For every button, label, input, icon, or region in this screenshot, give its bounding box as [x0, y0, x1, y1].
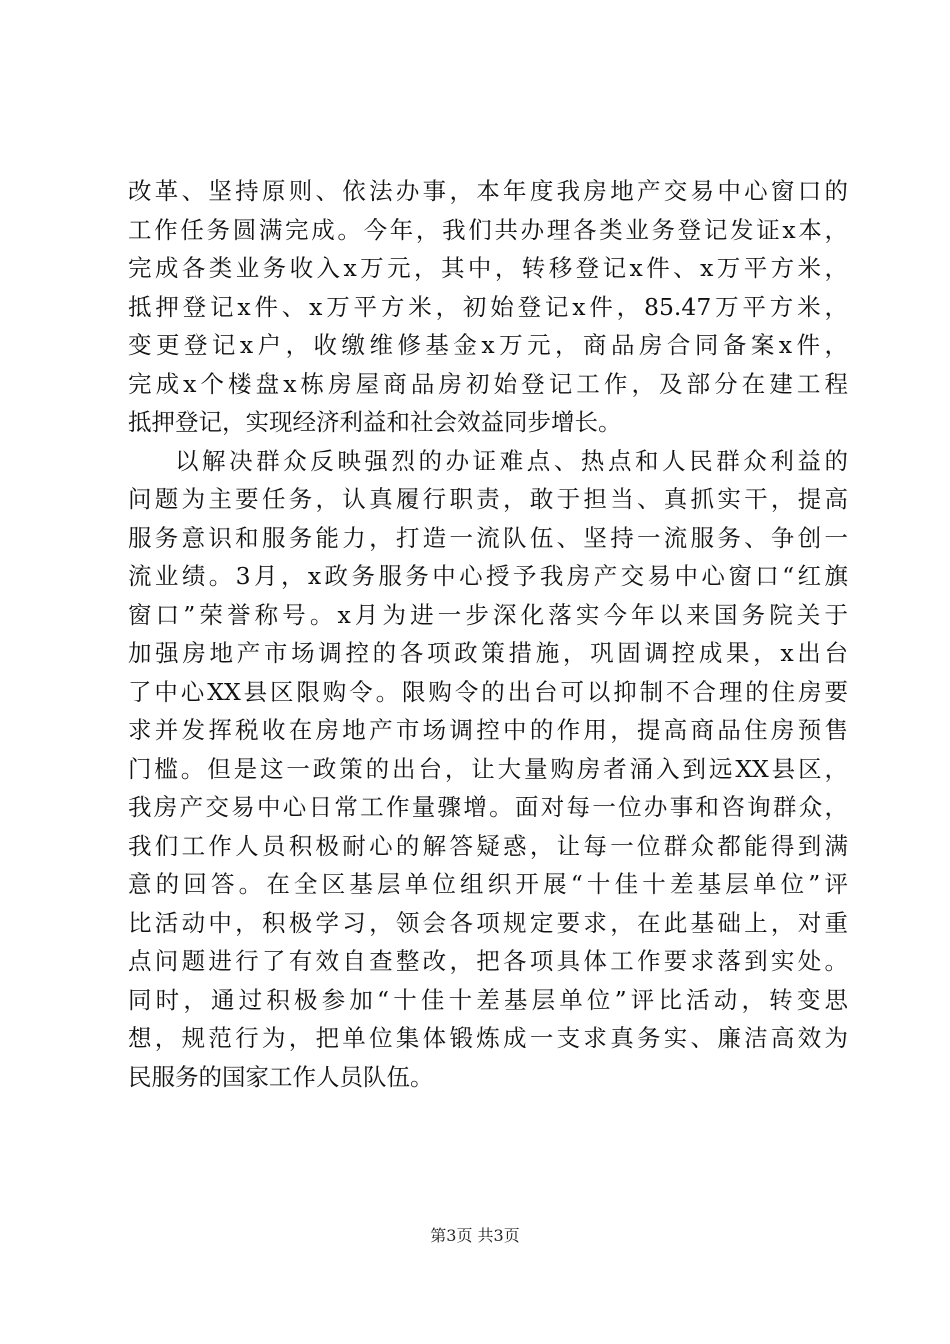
text-line: 抵押登记，实现经济利益和社会效益同步增长。: [128, 408, 622, 436]
text-line: 比活动中，积极学习，领会各项规定要求，在此基础上，对重: [128, 908, 848, 937]
text-line: 以解决群众反映强烈的办证难点、热点和人民群众利益的: [175, 446, 848, 475]
document-body: [128, 172, 848, 1096]
text-line: 意的回答。在全区基层单位组织开展“十佳十差基层单位”评: [128, 870, 848, 898]
text-line: 工作任务圆满完成。今年，我们共办理各类业务登记发证x本，: [128, 215, 848, 244]
text-line: 窗口”荣誉称号。x月为进一步深化落实今年以来国务院关于: [128, 600, 848, 629]
text-line: 改革、坚持原则、依法办事，本年度我房地产交易中心窗口的: [128, 177, 848, 205]
text-line: 求并发挥税收在房地产市场调控中的作用，提高商品住房预售: [128, 716, 848, 744]
paragraph-2: [128, 442, 848, 1097]
page-footer: [0, 1226, 950, 1246]
paragraph-1: [128, 172, 848, 442]
text-line: 民服务的国家工作人员队伍。: [128, 1062, 434, 1091]
text-line: 完成各类业务收入x万元，其中，转移登记x件、x万平方米，: [128, 254, 848, 282]
text-line: 同时，通过积极参加“十佳十差基层单位”评比活动，转变思: [128, 985, 848, 1014]
page-number-label: 第3页 共3页: [430, 1226, 520, 1245]
text-line: 门槛。但是这一政策的出台，让大量购房者涌入到远XX县区，: [128, 754, 848, 783]
text-line: 加强房地产市场调控的各项政策措施，巩固调控成果，x出台: [128, 639, 848, 667]
text-line: 我房产交易中心日常工作量骤增。面对每一位办事和咨询群众，: [128, 793, 848, 821]
text-line: 想，规范行为，把单位集体锻炼成一支求真务实、廉洁高效为: [128, 1024, 848, 1052]
text-line: 我们工作人员积极耐心的解答疑惑，让每一位群众都能得到满: [128, 831, 848, 860]
text-line: 完成x个楼盘x栋房屋商品房初始登记工作，及部分在建工程: [128, 369, 848, 398]
text-line: 服务意识和服务能力，打造一流队伍、坚持一流服务、争创一: [128, 523, 848, 552]
text-line: 了中心XX县区限购令。限购令的出台可以抑制不合理的住房要: [128, 677, 848, 706]
text-line: 问题为主要任务，认真履行职责，敢于担当、真抓实干，提高: [128, 485, 848, 513]
text-line: 点问题进行了有效自查整改，把各项具体工作要求落到实处。: [128, 947, 848, 975]
text-line: 抵押登记x件、x万平方米，初始登记x件，85.47万平方米，: [128, 292, 848, 321]
text-line: 流业绩。3月，x政务服务中心授予我房产交易中心窗口“红旗: [128, 562, 848, 590]
text-line: 变更登记x户，收缴维修基金x万元，商品房合同备案x件，: [128, 331, 848, 359]
